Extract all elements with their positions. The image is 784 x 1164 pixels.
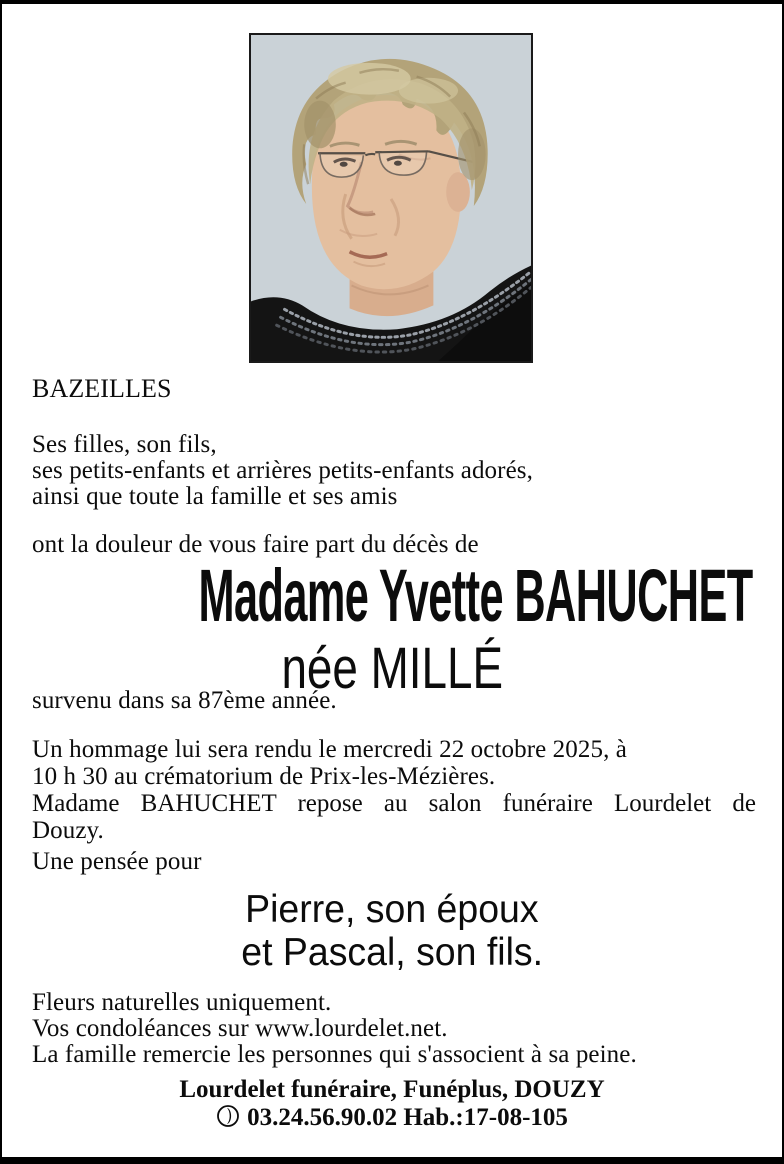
phone-number: 03.24.56.90.02 bbox=[247, 1104, 398, 1131]
phone-icon bbox=[216, 1104, 240, 1128]
dedication bbox=[2, 888, 782, 974]
deceased-name bbox=[2, 556, 782, 636]
announcement-line: ont la douleur de vous faire part du décès de bbox=[32, 531, 479, 558]
family-intro bbox=[32, 432, 533, 510]
ceremony-line-2: 10 h 30 au crématorium de Prix-les-Mézières. bbox=[32, 763, 496, 790]
closing-line-3: La famille remercie les personnes qui s'associent à sa peine. bbox=[32, 1041, 637, 1068]
thought-intro: Une pensée pour bbox=[32, 848, 202, 875]
dedication-line-1: Pierre, son époux bbox=[245, 888, 539, 931]
portrait-illustration bbox=[251, 35, 531, 361]
funeral-home-contact bbox=[2, 1104, 782, 1131]
city-label: BAZEILLES bbox=[32, 374, 172, 403]
funeral-home-name: Lourdelet funéraire, Funéplus, DOUZY bbox=[179, 1076, 605, 1103]
repose-line-end: Douzy. bbox=[32, 817, 104, 844]
age-line: survenu dans sa 87ème année. bbox=[32, 687, 337, 714]
habilitation-number: Hab.:17-08-105 bbox=[403, 1104, 568, 1131]
maiden-name-text: née MILLÉ bbox=[281, 636, 503, 701]
closing-line-2: Vos condoléances sur www.lourdelet.net. bbox=[32, 1015, 448, 1042]
intro-line-2: ses petits-enfants et arrières petits-enfants adorés, bbox=[32, 457, 533, 484]
intro-line-1: Ses filles, son fils, bbox=[32, 431, 217, 458]
repose-line: Madame BAHUCHET repose au salon funéraire Lourdelet de bbox=[32, 790, 756, 817]
closing-line-1: Fleurs naturelles uniquement. bbox=[32, 989, 332, 1016]
portrait-photo bbox=[249, 33, 533, 363]
ceremony-details bbox=[32, 736, 627, 790]
closing-notes bbox=[32, 990, 637, 1068]
deceased-name-text: Madame Yvette BAHUCHET bbox=[198, 554, 753, 637]
ceremony-line-1: Un hommage lui sera rendu le mercredi 22 octobre 2025, à bbox=[32, 736, 627, 763]
dedication-line-2: et Pascal, son fils. bbox=[241, 931, 543, 974]
intro-line-3: ainsi que toute la famille et ses amis bbox=[32, 483, 398, 510]
